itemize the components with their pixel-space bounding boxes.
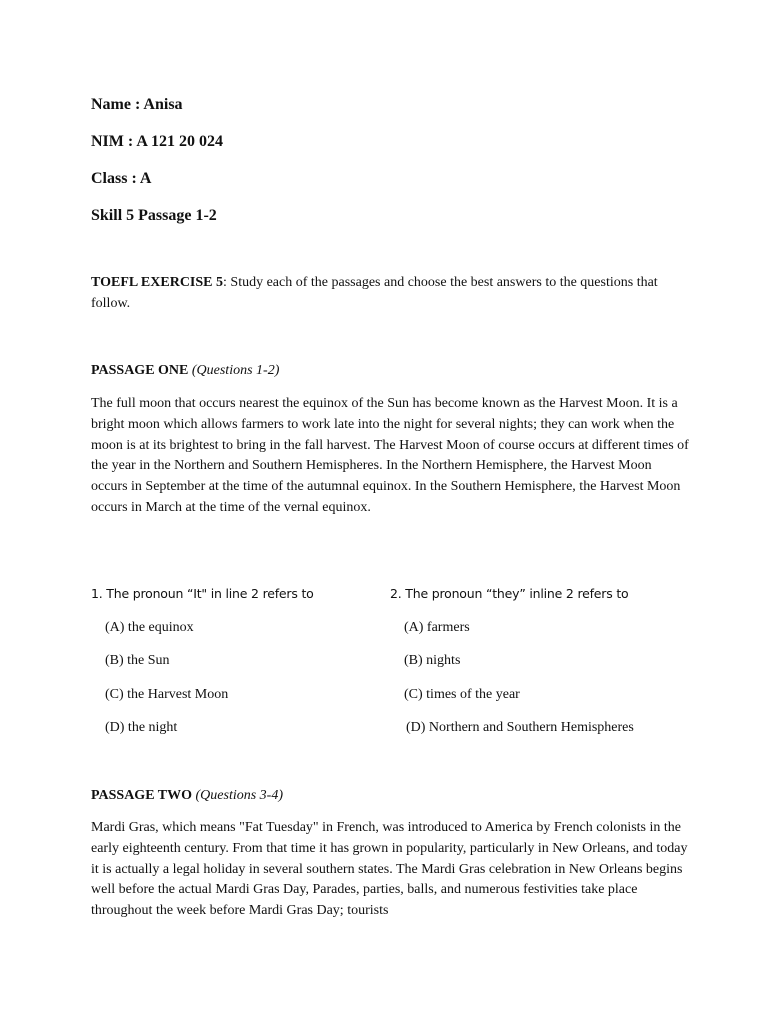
question-1-option-b[interactable]: (B) the Sun bbox=[105, 653, 170, 668]
student-name: Name : Anisa bbox=[91, 96, 183, 113]
passage-one-title: PASSAGE ONE bbox=[91, 363, 189, 378]
question-1-stem: 1. The pronoun “It" in line 2 refers to bbox=[91, 586, 314, 601]
skill-title: Skill 5 Passage 1-2 bbox=[91, 207, 217, 224]
exercise-title: TOEFL EXERCISE 5 bbox=[91, 275, 224, 290]
question-1-option-d[interactable]: (D) the night bbox=[105, 720, 178, 735]
question-2-option-a[interactable]: (A) farmers bbox=[404, 620, 470, 635]
question-2-option-c[interactable]: (C) times of the year bbox=[404, 687, 520, 702]
passage-two-title: PASSAGE TWO bbox=[91, 788, 193, 803]
student-class: Class : A bbox=[91, 170, 152, 187]
passage-two-range: (Questions 3-4) bbox=[195, 788, 284, 803]
question-1-option-a[interactable]: (A) the equinox bbox=[105, 620, 194, 635]
question-2-option-b[interactable]: (B) nights bbox=[404, 653, 461, 668]
question-2-stem: 2. The pronoun “they” inline 2 refers to bbox=[390, 586, 629, 601]
passage-one-range: (Questions 1-2) bbox=[191, 363, 280, 378]
passage-two-text: Mardi Gras, which means "Fat Tuesday" in French, was introduced to America by French colonists in the early eighteenth century. From that time it has grown in popularity, particularly in New Orleans, and today it is actually a legal holiday in several southern states. The Mardi Gras celebration in New Orleans begins well before the actual Mardi Gras Day, Parades, parties, balls, and numerous festivities take place throughout the week before Mardi Gras Day; tourists bbox=[91, 820, 688, 919]
passage-two-heading bbox=[91, 787, 283, 805]
question-2-option-d[interactable]: (D) Northern and Southern Hemispheres bbox=[406, 720, 634, 735]
exercise-instructions bbox=[91, 273, 691, 315]
passage-one-heading bbox=[91, 362, 279, 380]
student-nim: NIM : A 121 20 024 bbox=[91, 133, 223, 150]
question-1-option-c[interactable]: (C) the Harvest Moon bbox=[105, 687, 229, 702]
exercise-instructions-text: : Study each of the passages and choose the best answers to the questions that follow. bbox=[91, 275, 658, 311]
passage-one-text: The full moon that occurs nearest the equinox of the Sun has become known as the Harvest Moon. It is a bright moon which allows farmers to work late into the night for several nights; they can work when the moon is at its brightest to bring in the fall harvest. The Harvest Moon of course occurs at different times of the year in the Northern and Southern Hemispheres. In the Northern Hemisphere, the Harvest Moon occurs in September at the time of the autumnal equinox. In the Southern Hemisphere, the Harvest Moon occurs in March at the time of the vernal equinox. bbox=[91, 396, 689, 515]
